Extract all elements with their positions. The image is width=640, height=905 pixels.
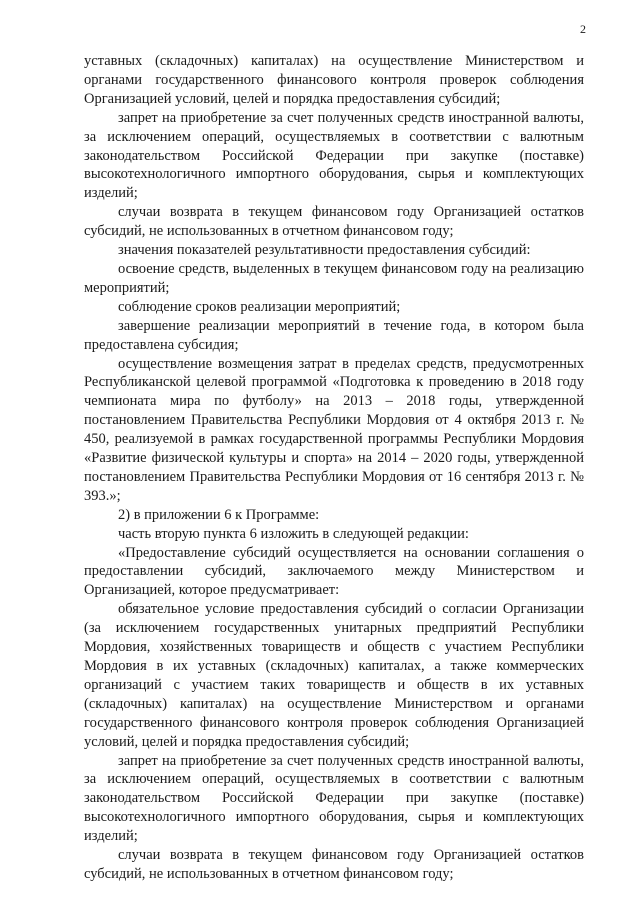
paragraph: осуществление возмещения затрат в пределах средств, предусмотренных Республиканской целевой программой «Подготовка к проведению в 2018 году чемпионата мира по футболу» на 2013 – 2018 годы, утвержденной постановлением Правительства Республики Мордовия от 4 октября 2013 г. № 450, реализуемой в рамках государственной программы Республики Мордовия «Развитие физической культуры и спорта» на 2014 – 2020 годы, утвержденной постановлением Правительства Республики Мордовия от 16 сентября 2013 г. № 393.»; [84, 355, 584, 504]
paragraph: соблюдение сроков реализации мероприятий; [118, 298, 401, 315]
paragraph: случаи возврата в текущем финансовом году Организацией остатков субсидий, не использованных в отчетном финансовом году; [84, 847, 584, 882]
page-number: 2 [580, 22, 586, 36]
paragraph: «Предоставление субсидий осуществляется на основании соглашения о предоставлении субсидий, заключаемого между Министерством и Организацией, которое предусматривает: [84, 544, 584, 599]
paragraph: 2) в приложении 6 к Программе: [118, 506, 320, 523]
paragraph: обязательное условие предоставления субсидий о согласии Организации (за исключением государственных унитарных предприятий Республики Мордовия, хозяйственных товариществ и обществ с участием Республики Мордовия в их уставных (складочных) капиталах, а также коммерческих организаций с участием таких товариществ и обществ в их уставных (складочных) капиталах) на осуществление Министерством и органами государственного финансового контроля проверок соблюдения Организацией условий, целей и порядка предоставления субсидий; [84, 601, 584, 750]
paragraph: уставных (складочных) капиталах) на осуществление Министерством и органами государственного финансового контроля проверок соблюдения Организацией условий, целей и порядка предоставления субсидий; [84, 53, 584, 107]
paragraph: запрет на приобретение за счет полученных средств иностранной валюты, за исключением операций, осуществляемых в соответствии с валютным законодательством Российской Федерации при закупке (поставке) высокотехнологичного импортного оборудования, сырья и комплектующих изделий; [84, 752, 584, 845]
paragraph: запрет на приобретение за счет полученных средств иностранной валюты, за исключением операций, осуществляемых в соответствии с валютным законодательством Российской Федерации при закупке (поставке) высокотехнологичного импортного оборудования, сырья и комплектующих изделий; [84, 109, 584, 202]
document-body [84, 52, 584, 884]
paragraph: часть вторую пункта 6 изложить в следующей редакции: [118, 525, 469, 542]
paragraph: освоение средств, выделенных в текущем финансовом году на реализацию мероприятий; [84, 260, 584, 296]
paragraph: случаи возврата в текущем финансовом году Организацией остатков субсидий, не использованных в отчетном финансовом году; [84, 204, 584, 240]
paragraph: завершение реализации мероприятий в течение года, в котором была предоставлена субсидия; [84, 317, 584, 353]
paragraph: значения показателей результативности предоставления субсидий: [118, 242, 531, 259]
